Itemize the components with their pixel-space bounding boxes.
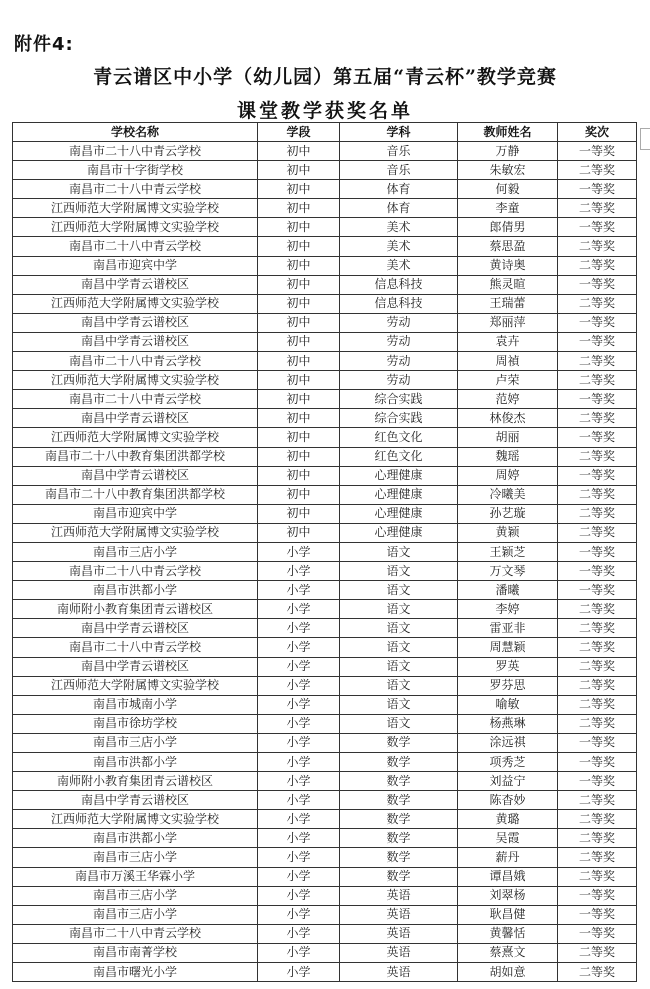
cell-stage: 小学 xyxy=(258,676,340,695)
cell-subject: 体育 xyxy=(340,199,458,218)
table-row xyxy=(13,772,637,791)
cell-school: 南昌市三店小学 xyxy=(13,886,258,905)
cell-subject: 语文 xyxy=(340,581,458,600)
cell-award: 二等奖 xyxy=(558,791,637,810)
cell-stage: 初中 xyxy=(258,275,340,294)
cell-stage: 初中 xyxy=(258,390,340,409)
cell-subject: 信息科技 xyxy=(340,275,458,294)
cell-award: 二等奖 xyxy=(558,409,637,428)
cell-school: 南昌市三店小学 xyxy=(13,848,258,867)
cell-school: 南昌市迎宾中学 xyxy=(13,256,258,275)
table-row xyxy=(13,180,637,199)
cell-teacher: 吴霞 xyxy=(458,829,558,848)
table-row xyxy=(13,905,637,924)
cell-award: 二等奖 xyxy=(558,161,637,180)
cell-subject: 综合实践 xyxy=(340,390,458,409)
cell-teacher: 王颖芝 xyxy=(458,542,558,561)
cell-award: 二等奖 xyxy=(558,504,637,523)
cell-stage: 小学 xyxy=(258,772,340,791)
document-subtitle: 课堂教学获奖名单 xyxy=(236,100,413,122)
cell-subject: 语文 xyxy=(340,542,458,561)
cell-school: 江西师范大学附属博文实验学校 xyxy=(13,810,258,829)
cell-stage: 初中 xyxy=(258,371,340,390)
cell-teacher: 熊灵暄 xyxy=(458,275,558,294)
cell-teacher: 李童 xyxy=(458,199,558,218)
cell-stage: 初中 xyxy=(258,256,340,275)
cell-award: 一等奖 xyxy=(558,905,637,924)
cell-subject: 英语 xyxy=(340,886,458,905)
header-teacher: 教师姓名 xyxy=(458,123,558,142)
table-row xyxy=(13,943,637,962)
table-row xyxy=(13,581,637,600)
cell-school: 南昌市城南小学 xyxy=(13,695,258,714)
cell-stage: 初中 xyxy=(258,485,340,504)
cell-stage: 初中 xyxy=(258,428,340,447)
cell-subject: 数学 xyxy=(340,772,458,791)
cell-school: 江西师范大学附属博文实验学校 xyxy=(13,523,258,542)
cell-teacher: 卢荣 xyxy=(458,371,558,390)
cell-school: 江西师范大学附属博文实验学校 xyxy=(13,294,258,313)
cell-subject: 美术 xyxy=(340,218,458,237)
cell-stage: 小学 xyxy=(258,542,340,561)
cell-stage: 初中 xyxy=(258,504,340,523)
cell-school: 南昌中学青云谱校区 xyxy=(13,466,258,485)
cell-stage: 小学 xyxy=(258,963,340,982)
cell-school: 南昌中学青云谱校区 xyxy=(13,275,258,294)
table-row xyxy=(13,676,637,695)
cell-teacher: 郎倩男 xyxy=(458,218,558,237)
cell-subject: 劳动 xyxy=(340,371,458,390)
cell-stage: 初中 xyxy=(258,294,340,313)
table-row xyxy=(13,275,637,294)
table-row xyxy=(13,332,637,351)
cell-teacher: 郑丽萍 xyxy=(458,313,558,332)
cell-stage: 小学 xyxy=(258,753,340,772)
cell-award: 二等奖 xyxy=(558,810,637,829)
header-award: 奖次 xyxy=(558,123,637,142)
cell-stage: 小学 xyxy=(258,829,340,848)
cell-school: 江西师范大学附属博文实验学校 xyxy=(13,218,258,237)
cell-stage: 小学 xyxy=(258,810,340,829)
cell-subject: 体育 xyxy=(340,180,458,199)
cell-subject: 劳动 xyxy=(340,352,458,371)
cell-teacher: 刘翠杨 xyxy=(458,886,558,905)
cell-teacher: 范婷 xyxy=(458,390,558,409)
cell-subject: 数学 xyxy=(340,733,458,752)
cell-stage: 初中 xyxy=(258,142,340,161)
table-row xyxy=(13,371,637,390)
cell-school: 南昌市二十八中青云学校 xyxy=(13,390,258,409)
table-row xyxy=(13,237,637,256)
cell-teacher: 何毅 xyxy=(458,180,558,199)
cell-subject: 语文 xyxy=(340,657,458,676)
header-stage: 学段 xyxy=(258,123,340,142)
cell-award: 二等奖 xyxy=(558,829,637,848)
cell-award: 二等奖 xyxy=(558,485,637,504)
cell-award: 二等奖 xyxy=(558,199,637,218)
cell-award: 二等奖 xyxy=(558,963,637,982)
cell-stage: 初中 xyxy=(258,523,340,542)
award-table xyxy=(12,122,637,982)
cell-subject: 心理健康 xyxy=(340,466,458,485)
cell-school: 南昌中学青云谱校区 xyxy=(13,619,258,638)
cell-stage: 小学 xyxy=(258,905,340,924)
cell-stage: 小学 xyxy=(258,600,340,619)
cell-subject: 音乐 xyxy=(340,161,458,180)
cell-award: 一等奖 xyxy=(558,581,637,600)
table-row xyxy=(13,542,637,561)
cell-award: 一等奖 xyxy=(558,924,637,943)
cell-subject: 劳动 xyxy=(340,313,458,332)
cell-award: 二等奖 xyxy=(558,447,637,466)
cell-award: 一等奖 xyxy=(558,466,637,485)
cell-teacher: 王瑞蕾 xyxy=(458,294,558,313)
cell-award: 二等奖 xyxy=(558,294,637,313)
cell-stage: 小学 xyxy=(258,581,340,600)
cell-teacher: 项秀芝 xyxy=(458,753,558,772)
cell-school: 南昌市二十八中青云学校 xyxy=(13,562,258,581)
table-row xyxy=(13,848,637,867)
cell-subject: 综合实践 xyxy=(340,409,458,428)
cell-school: 江西师范大学附属博文实验学校 xyxy=(13,371,258,390)
cell-stage: 小学 xyxy=(258,562,340,581)
cell-teacher: 万文琴 xyxy=(458,562,558,581)
cell-stage: 小学 xyxy=(258,867,340,886)
cell-school: 江西师范大学附属博文实验学校 xyxy=(13,676,258,695)
cell-teacher: 喻敏 xyxy=(458,695,558,714)
cell-school: 南昌市二十八中青云学校 xyxy=(13,638,258,657)
table-row xyxy=(13,753,637,772)
cell-award: 二等奖 xyxy=(558,695,637,714)
cell-teacher: 黄馨恬 xyxy=(458,924,558,943)
cell-subject: 数学 xyxy=(340,810,458,829)
cell-school: 南昌市洪都小学 xyxy=(13,753,258,772)
cell-award: 二等奖 xyxy=(558,638,637,657)
cell-award: 一等奖 xyxy=(558,180,637,199)
cell-school: 南昌市二十八中青云学校 xyxy=(13,237,258,256)
cell-award: 一等奖 xyxy=(558,390,637,409)
cell-award: 一等奖 xyxy=(558,772,637,791)
cell-school: 江西师范大学附属博文实验学校 xyxy=(13,428,258,447)
table-row xyxy=(13,409,637,428)
cell-teacher: 袁卉 xyxy=(458,332,558,351)
cell-subject: 数学 xyxy=(340,829,458,848)
cell-award: 一等奖 xyxy=(558,562,637,581)
cell-subject: 英语 xyxy=(340,963,458,982)
cell-subject: 英语 xyxy=(340,924,458,943)
cell-teacher: 万静 xyxy=(458,142,558,161)
document-title: 青云谱区中小学（幼儿园）第五届“青云杯”教学竞赛 xyxy=(93,66,557,88)
cell-stage: 小学 xyxy=(258,848,340,867)
cell-teacher: 朱敏宏 xyxy=(458,161,558,180)
cell-teacher: 罗芬思 xyxy=(458,676,558,695)
cell-stage: 小学 xyxy=(258,657,340,676)
table-row xyxy=(13,733,637,752)
table-row xyxy=(13,562,637,581)
cell-subject: 音乐 xyxy=(340,142,458,161)
table-row xyxy=(13,600,637,619)
cell-stage: 初中 xyxy=(258,409,340,428)
cell-subject: 数学 xyxy=(340,867,458,886)
cell-stage: 初中 xyxy=(258,447,340,466)
cell-award: 二等奖 xyxy=(558,237,637,256)
cell-teacher: 刘益宁 xyxy=(458,772,558,791)
table-row xyxy=(13,867,637,886)
table-row xyxy=(13,504,637,523)
cell-school: 南昌中学青云谱校区 xyxy=(13,409,258,428)
cell-award: 一等奖 xyxy=(558,275,637,294)
cell-stage: 小学 xyxy=(258,619,340,638)
table-row xyxy=(13,218,637,237)
cell-subject: 语文 xyxy=(340,638,458,657)
cell-subject: 心理健康 xyxy=(340,485,458,504)
cell-subject: 英语 xyxy=(340,943,458,962)
cell-stage: 小学 xyxy=(258,638,340,657)
cell-school: 南昌中学青云谱校区 xyxy=(13,332,258,351)
cell-stage: 小学 xyxy=(258,886,340,905)
cell-teacher: 蔡思盈 xyxy=(458,237,558,256)
cell-school: 南昌市徐坊学校 xyxy=(13,714,258,733)
cell-school: 南昌市南菁学校 xyxy=(13,943,258,962)
cell-subject: 语文 xyxy=(340,562,458,581)
cell-school: 南昌市洪都小学 xyxy=(13,581,258,600)
cell-school: 南昌市二十八中青云学校 xyxy=(13,180,258,199)
cell-teacher: 周禎 xyxy=(458,352,558,371)
cell-subject: 语文 xyxy=(340,676,458,695)
cell-award: 一等奖 xyxy=(558,542,637,561)
cell-award: 二等奖 xyxy=(558,371,637,390)
cell-school: 南昌市万溪王华霖小学 xyxy=(13,867,258,886)
cell-teacher: 杨燕琳 xyxy=(458,714,558,733)
table-row xyxy=(13,695,637,714)
cell-subject: 数学 xyxy=(340,753,458,772)
cell-subject: 美术 xyxy=(340,237,458,256)
table-row xyxy=(13,390,637,409)
table-row xyxy=(13,886,637,905)
table-row xyxy=(13,619,637,638)
cell-teacher: 黄璐 xyxy=(458,810,558,829)
cell-stage: 初中 xyxy=(258,352,340,371)
page-edge-marker xyxy=(640,128,650,150)
cell-school: 南昌市二十八中青云学校 xyxy=(13,352,258,371)
cell-stage: 小学 xyxy=(258,791,340,810)
cell-award: 二等奖 xyxy=(558,657,637,676)
cell-stage: 小学 xyxy=(258,695,340,714)
cell-award: 一等奖 xyxy=(558,218,637,237)
table-row xyxy=(13,810,637,829)
cell-teacher: 罗英 xyxy=(458,657,558,676)
cell-subject: 红色文化 xyxy=(340,447,458,466)
cell-teacher: 胡如意 xyxy=(458,963,558,982)
cell-school: 南昌市三店小学 xyxy=(13,733,258,752)
table-row xyxy=(13,428,637,447)
cell-stage: 初中 xyxy=(258,199,340,218)
cell-award: 二等奖 xyxy=(558,523,637,542)
cell-teacher: 陈杳妙 xyxy=(458,791,558,810)
cell-teacher: 魏瑶 xyxy=(458,447,558,466)
cell-award: 二等奖 xyxy=(558,600,637,619)
cell-school: 南昌中学青云谱校区 xyxy=(13,313,258,332)
cell-stage: 小学 xyxy=(258,714,340,733)
cell-award: 一等奖 xyxy=(558,428,637,447)
cell-school: 南师附小教育集团青云谱校区 xyxy=(13,772,258,791)
cell-subject: 红色文化 xyxy=(340,428,458,447)
table-header-row xyxy=(13,123,637,142)
cell-award: 一等奖 xyxy=(558,753,637,772)
table-row xyxy=(13,523,637,542)
cell-school: 南昌市洪都小学 xyxy=(13,829,258,848)
cell-award: 二等奖 xyxy=(558,256,637,275)
cell-stage: 初中 xyxy=(258,237,340,256)
cell-teacher: 林俊杰 xyxy=(458,409,558,428)
cell-stage: 初中 xyxy=(258,313,340,332)
cell-school: 南昌市三店小学 xyxy=(13,905,258,924)
cell-teacher: 耿昌健 xyxy=(458,905,558,924)
cell-teacher: 雷亚非 xyxy=(458,619,558,638)
table-row xyxy=(13,714,637,733)
cell-stage: 小学 xyxy=(258,924,340,943)
cell-school: 南昌市三店小学 xyxy=(13,542,258,561)
cell-stage: 小学 xyxy=(258,733,340,752)
cell-teacher: 潘曦 xyxy=(458,581,558,600)
cell-subject: 语文 xyxy=(340,619,458,638)
cell-stage: 初中 xyxy=(258,180,340,199)
cell-stage: 初中 xyxy=(258,218,340,237)
cell-school: 南师附小教育集团青云谱校区 xyxy=(13,600,258,619)
cell-subject: 数学 xyxy=(340,848,458,867)
cell-stage: 小学 xyxy=(258,943,340,962)
cell-school: 南昌市二十八中教育集团洪都学校 xyxy=(13,485,258,504)
cell-teacher: 周慧颖 xyxy=(458,638,558,657)
cell-award: 二等奖 xyxy=(558,848,637,867)
cell-school: 江西师范大学附属博文实验学校 xyxy=(13,199,258,218)
cell-subject: 劳动 xyxy=(340,332,458,351)
cell-teacher: 冷曦美 xyxy=(458,485,558,504)
cell-subject: 语文 xyxy=(340,714,458,733)
cell-award: 一等奖 xyxy=(558,733,637,752)
cell-award: 二等奖 xyxy=(558,867,637,886)
table-body xyxy=(13,142,637,982)
cell-teacher: 蔡熹文 xyxy=(458,943,558,962)
table-row xyxy=(13,199,637,218)
cell-award: 二等奖 xyxy=(558,676,637,695)
cell-subject: 语文 xyxy=(340,600,458,619)
table-row xyxy=(13,638,637,657)
cell-subject: 信息科技 xyxy=(340,294,458,313)
cell-school: 南昌市二十八中青云学校 xyxy=(13,924,258,943)
table-row xyxy=(13,352,637,371)
header-school: 学校名称 xyxy=(13,123,258,142)
cell-school: 南昌市迎宾中学 xyxy=(13,504,258,523)
table-row xyxy=(13,256,637,275)
cell-subject: 语文 xyxy=(340,695,458,714)
cell-school: 南昌市二十八中青云学校 xyxy=(13,142,258,161)
cell-school: 南昌市十字街学校 xyxy=(13,161,258,180)
cell-award: 二等奖 xyxy=(558,352,637,371)
cell-stage: 初中 xyxy=(258,466,340,485)
cell-school: 南昌市二十八中教育集团洪都学校 xyxy=(13,447,258,466)
cell-award: 二等奖 xyxy=(558,619,637,638)
cell-subject: 美术 xyxy=(340,256,458,275)
cell-teacher: 薪丹 xyxy=(458,848,558,867)
cell-subject: 心理健康 xyxy=(340,504,458,523)
cell-teacher: 孙艺璇 xyxy=(458,504,558,523)
table-row xyxy=(13,829,637,848)
table-row xyxy=(13,791,637,810)
table-row xyxy=(13,161,637,180)
cell-teacher: 胡丽 xyxy=(458,428,558,447)
cell-subject: 心理健康 xyxy=(340,523,458,542)
cell-teacher: 黄诗奥 xyxy=(458,256,558,275)
cell-subject: 数学 xyxy=(340,791,458,810)
table-row xyxy=(13,294,637,313)
cell-subject: 英语 xyxy=(340,905,458,924)
cell-award: 二等奖 xyxy=(558,714,637,733)
cell-teacher: 李婷 xyxy=(458,600,558,619)
table-row xyxy=(13,313,637,332)
table-row xyxy=(13,447,637,466)
cell-school: 南昌中学青云谱校区 xyxy=(13,791,258,810)
table-row xyxy=(13,466,637,485)
header-subject: 学科 xyxy=(340,123,458,142)
table-row xyxy=(13,657,637,676)
table-row xyxy=(13,924,637,943)
cell-teacher: 谭昌娥 xyxy=(458,867,558,886)
cell-award: 一等奖 xyxy=(558,142,637,161)
cell-school: 南昌市曙光小学 xyxy=(13,963,258,982)
cell-teacher: 周婷 xyxy=(458,466,558,485)
cell-stage: 初中 xyxy=(258,332,340,351)
cell-stage: 初中 xyxy=(258,161,340,180)
cell-award: 一等奖 xyxy=(558,332,637,351)
table-row xyxy=(13,963,637,982)
cell-teacher: 黄颖 xyxy=(458,523,558,542)
cell-award: 一等奖 xyxy=(558,313,637,332)
table-row xyxy=(13,485,637,504)
attachment-label: 附件4: xyxy=(14,34,74,55)
cell-award: 二等奖 xyxy=(558,943,637,962)
table-row xyxy=(13,142,637,161)
cell-school: 南昌中学青云谱校区 xyxy=(13,657,258,676)
cell-award: 一等奖 xyxy=(558,886,637,905)
cell-teacher: 涂远祺 xyxy=(458,733,558,752)
